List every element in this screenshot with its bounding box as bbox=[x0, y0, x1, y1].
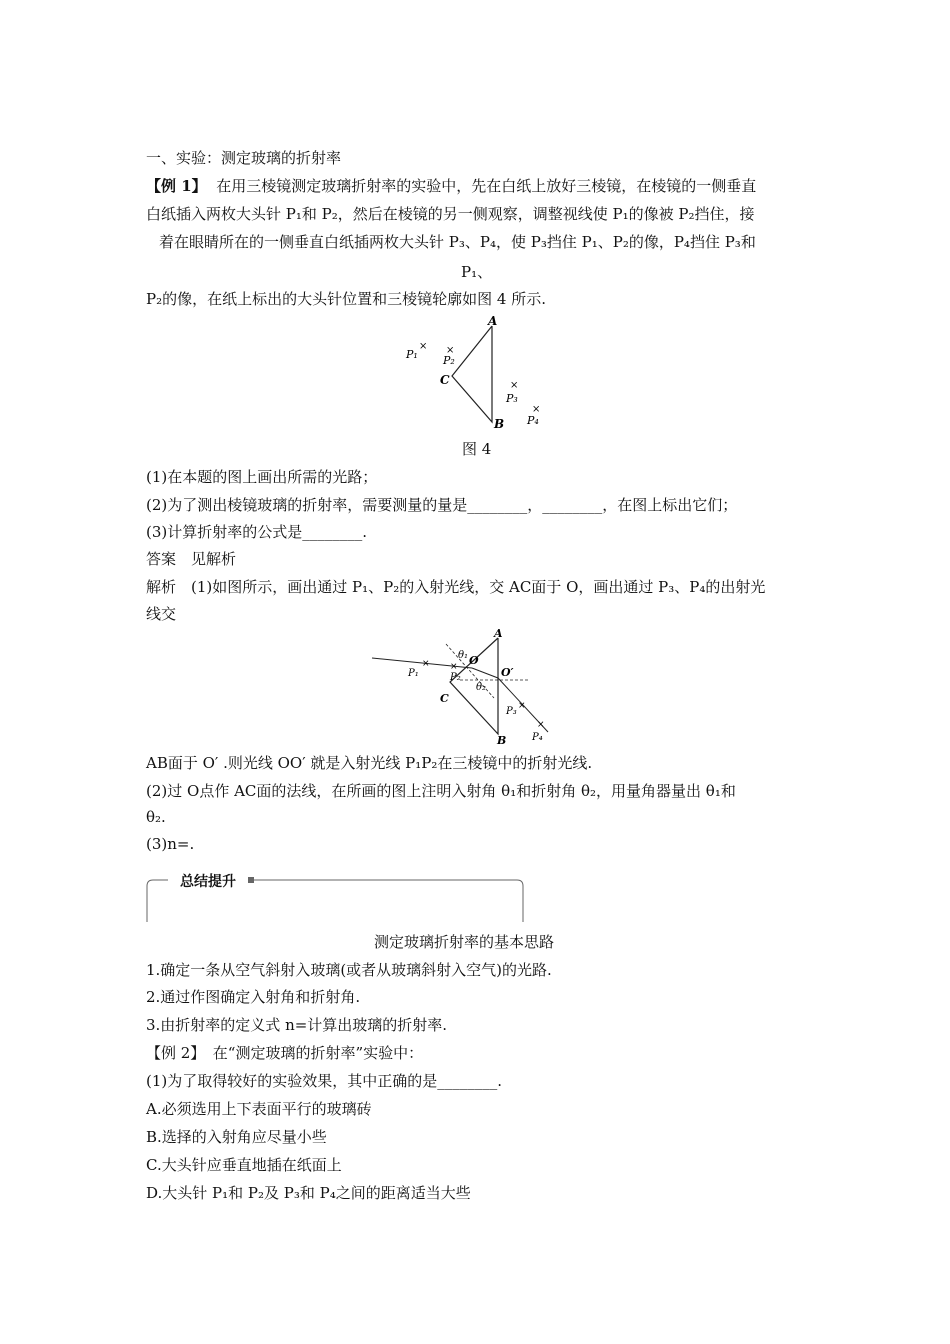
label-C: C bbox=[440, 373, 450, 387]
label-B: B bbox=[494, 417, 505, 431]
label-P3: P₃ bbox=[506, 392, 518, 405]
label-O-prime: O′ bbox=[501, 666, 514, 679]
analysis-line-6: (3)n=. bbox=[146, 835, 195, 853]
prism-outline bbox=[452, 326, 492, 422]
label-P2: P₂ bbox=[450, 672, 461, 683]
example1-tag: 【例 1】 bbox=[146, 177, 207, 195]
pin-mark-p2: × bbox=[450, 662, 458, 672]
pin-mark-p3: × bbox=[518, 701, 526, 711]
question-3: (3)计算折射率的公式是________. bbox=[146, 523, 368, 541]
example1-line3: 着在眼睛所在的一侧垂直白纸插两枚大头针 P₃、P₄，使 P₃挡住 P₁、P₂的像，P₄挡住 P₃和 bbox=[159, 233, 756, 251]
example1-line1 bbox=[146, 176, 756, 196]
label-O: O bbox=[469, 654, 479, 667]
prism-figure-4 bbox=[400, 312, 560, 432]
example2-intro: 【例 2】 在“测定玻璃的折射率”实验中： bbox=[146, 1044, 424, 1062]
summary-item-2: 2.通过作图确定入射角和折射角. bbox=[146, 988, 361, 1006]
label-P4: P₄ bbox=[527, 414, 539, 427]
label-theta1: θ₁ bbox=[458, 650, 469, 661]
label-A: A bbox=[488, 314, 498, 328]
summary-item-3: 3.由折射率的定义式 n=计算出玻璃的折射率. bbox=[146, 1016, 448, 1034]
example2-option-c: C.大头针应垂直地插在纸面上 bbox=[146, 1156, 342, 1174]
pin-mark-p2: × bbox=[446, 345, 455, 356]
label-P1: P₁ bbox=[408, 668, 419, 679]
analysis-line-3: AB面于 O′ .则光线 OO′ 就是入射光线 P₁P₂在三棱镜中的折射光线. bbox=[146, 754, 593, 772]
label-P2: P₂ bbox=[443, 354, 455, 367]
figure-4-caption: 图 4 bbox=[462, 440, 492, 458]
analysis-line-2: 线交 bbox=[146, 605, 177, 623]
label-P1: P₁ bbox=[406, 348, 418, 361]
question-1: (1)在本题的图上画出所需的光路； bbox=[146, 468, 378, 486]
answer: 答案 见解析 bbox=[146, 550, 237, 568]
pin-mark-p3: × bbox=[510, 380, 519, 391]
pin-mark-p1: × bbox=[422, 659, 430, 669]
label-C: C bbox=[440, 692, 449, 705]
analysis-line-4: (2)过 O点作 AC面的法线，在所画的图上注明入射角 θ₁和折射角 θ₂，用量角器量出 θ₁和 bbox=[146, 782, 736, 800]
label-P3: P₃ bbox=[506, 706, 517, 717]
label-A: A bbox=[494, 628, 503, 640]
example1-line2: 白纸插入两枚大头针 P₁和 P₂，然后在棱镜的另一侧观察，调整视线使 P₁的像被 P₂挡住，接 bbox=[146, 205, 755, 223]
pin-mark-p4: × bbox=[532, 404, 541, 415]
example2-option-b: B.选择的入射角应尽量小些 bbox=[146, 1128, 327, 1146]
example1-line4: P₁、 bbox=[461, 263, 493, 281]
label-theta2: θ₂ bbox=[476, 682, 487, 693]
summary-box-marker bbox=[248, 877, 254, 883]
example2-option-d: D.大头针 P₁和 P₂及 P₃和 P₄之间的距离适当大些 bbox=[146, 1184, 471, 1202]
analysis-line-1: 解析 (1)如图所示，画出通过 P₁、P₂的入射光线，交 AC面于 O，画出通过 P₃、P₄的出射光 bbox=[146, 578, 766, 596]
example1-text-1: 在用三棱镜测定玻璃折射率的实验中，先在白纸上放好三棱镜，在棱镜的一侧垂直 bbox=[216, 177, 757, 195]
label-P4: P₄ bbox=[532, 732, 543, 743]
question-2: (2)为了测出棱镜玻璃的折射率，需要测量的量是________，________，在图上标出它们； bbox=[146, 496, 738, 514]
summary-heading: 测定玻璃折射率的基本思路 bbox=[374, 933, 555, 951]
label-B: B bbox=[497, 734, 507, 746]
summary-item-1: 1.确定一条从空气斜射入玻璃(或者从玻璃斜射入空气)的光路. bbox=[146, 961, 552, 979]
refracted-ray bbox=[472, 668, 498, 678]
summary-box-title: 总结提升 bbox=[176, 871, 240, 891]
pin-mark-p4: × bbox=[537, 720, 545, 730]
example2-option-a: A.必须选用上下表面平行的玻璃砖 bbox=[146, 1100, 372, 1118]
example2-question-1: (1)为了取得较好的实验效果，其中正确的是________. bbox=[146, 1072, 503, 1090]
analysis-line-5: θ₂. bbox=[146, 808, 166, 826]
example1-line5: P₂的像，在纸上标出的大头针位置和三棱镜轮廓如图 4 所示. bbox=[146, 290, 546, 308]
prism-light-path-figure bbox=[370, 628, 560, 746]
pin-mark-p1: × bbox=[419, 341, 428, 352]
section-heading: 一、实验：测定玻璃的折射率 bbox=[146, 149, 342, 167]
